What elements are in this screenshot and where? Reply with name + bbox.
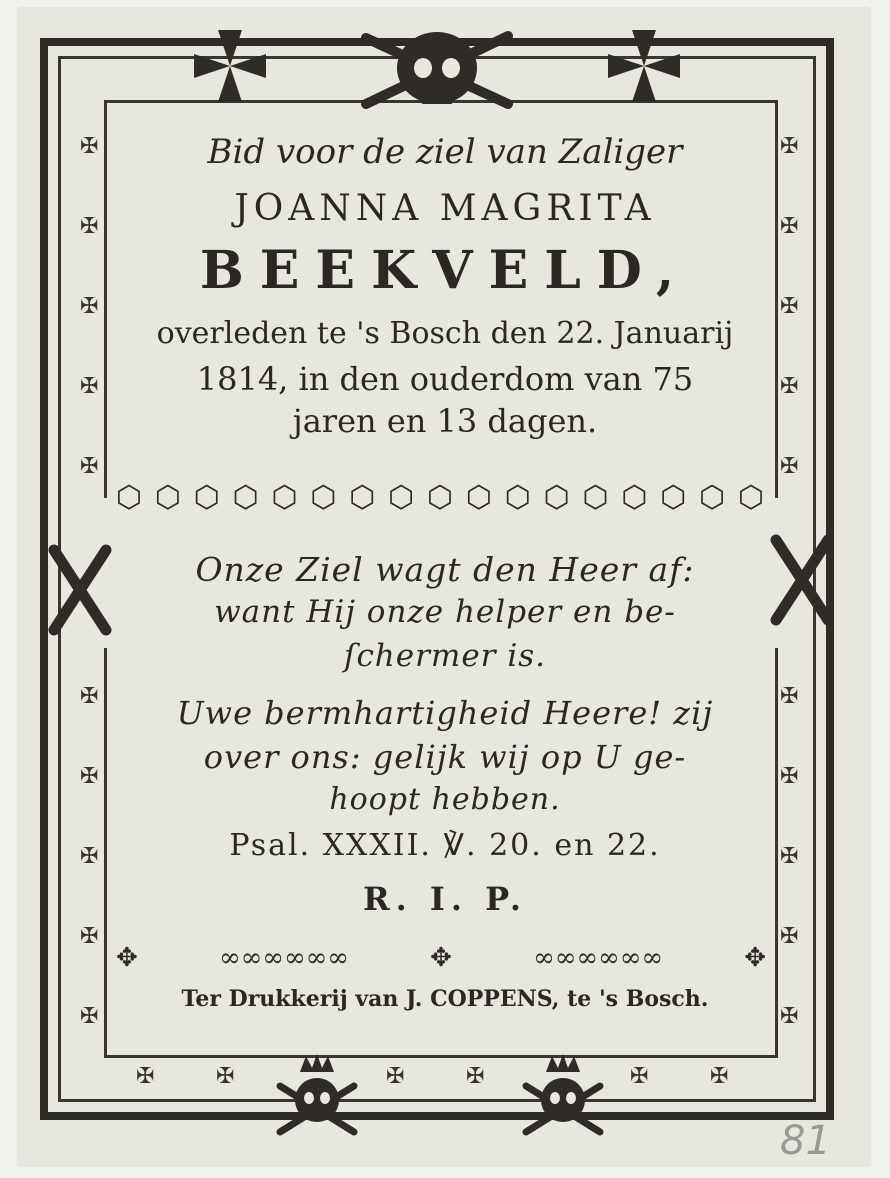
skull-crossbones-icon <box>352 24 522 116</box>
hexagon-ornament-icon: ⬡ <box>621 480 648 515</box>
cross-icon: ✠ <box>216 1064 235 1089</box>
cross-icon: ✠ <box>710 1064 729 1089</box>
crowned-skull-icon <box>272 1052 362 1138</box>
cross-icon: ✠ <box>80 924 99 949</box>
hexagon-ornament-icon: ⬡ <box>543 480 570 515</box>
hexagon-ornament-icon: ⬡ <box>465 480 492 515</box>
flower-ornament-icon: ✥ <box>116 943 138 973</box>
hexagon-ornament-icon: ⬡ <box>504 480 531 515</box>
prayer-line-3: ſchermer is. <box>343 638 547 674</box>
cross-pattee-icon <box>604 26 684 106</box>
hexagon-ornament-icon: ⬡ <box>660 480 687 515</box>
chain-divider <box>116 938 766 978</box>
hexagon-ornament-icon: ⬡ <box>582 480 609 515</box>
cross-icon: ✠ <box>80 684 99 709</box>
age-days: jaren en 13 dagen. <box>292 402 598 440</box>
cross-icon: ✠ <box>80 454 99 479</box>
cross-icon: ✠ <box>80 374 99 399</box>
cross-pattee-icon <box>190 26 270 106</box>
cross-icon: ✠ <box>80 764 99 789</box>
prayer-line-4: Uwe bermhartigheid Heere! zij <box>176 694 714 732</box>
hexagon-ornament-icon: ⬡ <box>115 480 143 515</box>
cross-icon: ✠ <box>780 684 799 709</box>
prayer-line-1: Onze Ziel wagt den Heer af: <box>195 550 695 589</box>
psalm-reference: Psal. XXXII. ℣. 20. en 22. <box>229 828 661 863</box>
cross-icon: ✠ <box>780 294 799 319</box>
cross-icon: ✠ <box>780 214 799 239</box>
cross-icon: ✠ <box>780 844 799 869</box>
chain-ornament-icon: ∞∞∞∞∞∞ <box>218 943 349 973</box>
printer-imprint: Ter Drukkerij van J. COPPENS, te 's Bosch. <box>181 986 709 1012</box>
intro-line: Bid voor de ziel van Zaliger <box>207 132 683 172</box>
hexagon-ornament-icon: ⬡ <box>699 480 726 515</box>
flower-ornament-icon: ✥ <box>744 943 766 973</box>
flower-ornament-icon: ✥ <box>430 943 452 973</box>
cross-icon: ✠ <box>80 294 99 319</box>
rip-text: R. I. P. <box>362 880 528 918</box>
hexagon-divider <box>112 478 768 518</box>
deceased-surname: BEEKVELD, <box>199 240 691 301</box>
cross-icon: ✠ <box>80 844 99 869</box>
crowned-skull-icon <box>518 1052 608 1138</box>
hexagon-ornament-icon: ⬡ <box>349 480 376 515</box>
cross-icon: ✠ <box>780 1004 799 1029</box>
cross-icon: ✠ <box>80 134 99 159</box>
hexagon-ornament-icon: ⬡ <box>271 480 298 515</box>
chain-ornament-icon: ∞∞∞∞∞∞ <box>533 943 664 973</box>
hexagon-ornament-icon: ⬡ <box>310 480 337 515</box>
pencil-inventory-mark: 81 <box>780 1118 831 1164</box>
cross-icon: ✠ <box>780 924 799 949</box>
prayer-line-6: hoopt hebben. <box>329 782 561 817</box>
hexagon-ornament-icon: ⬡ <box>232 480 259 515</box>
cross-icon: ✠ <box>780 374 799 399</box>
cross-icon: ✠ <box>780 454 799 479</box>
hexagon-ornament-icon: ⬡ <box>426 480 454 515</box>
cross-icon: ✠ <box>466 1064 485 1089</box>
cross-icon: ✠ <box>136 1064 155 1089</box>
hexagon-ornament-icon: ⬡ <box>388 480 415 515</box>
hexagon-ornament-icon: ⬡ <box>737 480 765 515</box>
prayer-line-2: want Hij onze helper en be- <box>214 594 676 630</box>
cross-icon: ✠ <box>80 1004 99 1029</box>
deceased-first-names: JOANNA MAGRITA <box>234 188 656 229</box>
death-year-age: 1814, in den ouderdom van 75 <box>196 360 694 398</box>
prayer-line-5: over ons: gelijk wij op U ge- <box>203 738 687 776</box>
cross-icon: ✠ <box>780 764 799 789</box>
cross-icon: ✠ <box>630 1064 649 1089</box>
cross-icon: ✠ <box>386 1064 405 1089</box>
hexagon-ornament-icon: ⬡ <box>193 480 220 515</box>
death-place-date: overleden te 's Bosch den 22. Januarij <box>156 316 734 351</box>
hexagon-ornament-icon: ⬡ <box>154 480 181 515</box>
cross-icon: ✠ <box>80 214 99 239</box>
cross-icon: ✠ <box>780 134 799 159</box>
